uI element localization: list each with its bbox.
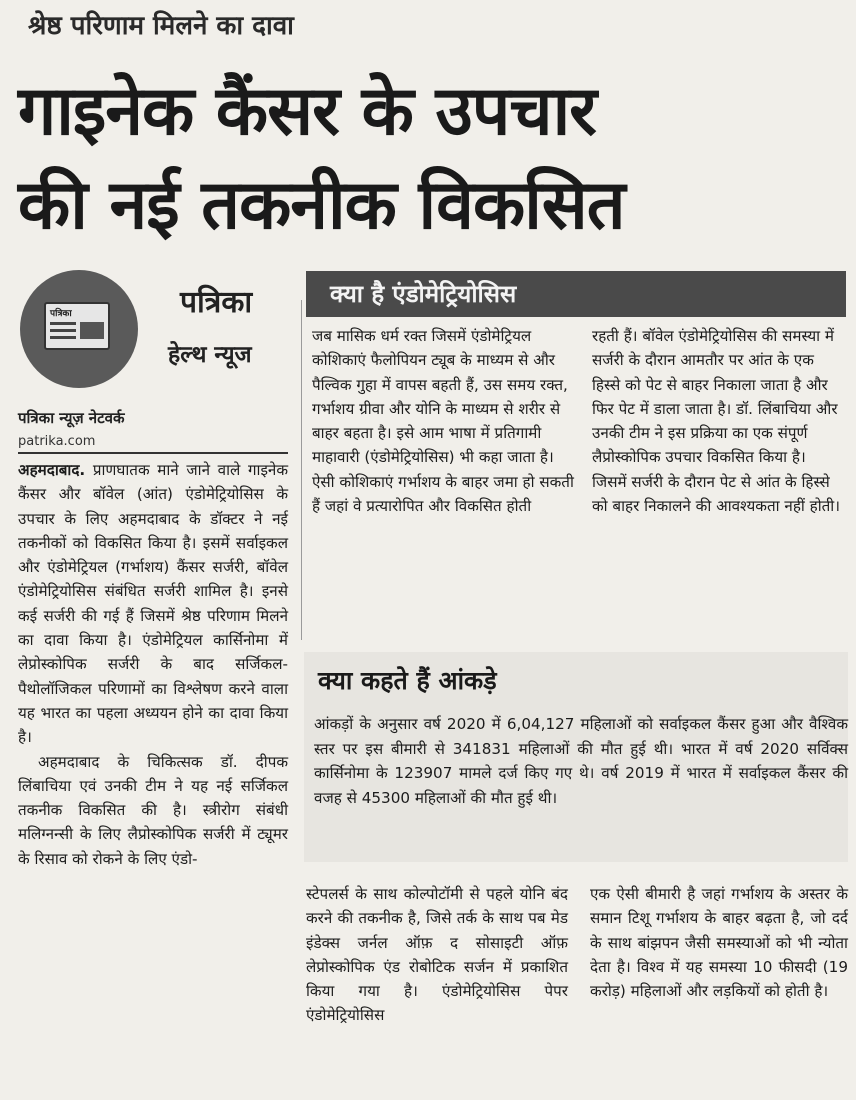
box-column-1: जब मासिक धर्म रक्त जिसमें एंडोमेट्रियल कोशिकाएं फैलोपियन ट्यूब के माध्यम से और पैल्विक गुहा में वापस बहती हैं, उस समय रक्त, गर्भाशय ग्रीवा और योनि के माध्यम से शरीर से बाहर बहता है। इसे आम भाषा में प्रतिगामी माहावारी (एंडोमेट्रियोसिस) भी कहा जाता है। ऐसी कोशिकाएं गर्भाशय के बाहर जमा हो सकती हैं जहां वे प्रत्यारोपित और विकसित होती (312, 327, 574, 516)
box-banner (306, 271, 846, 317)
logo-paper-label: पत्रिका (50, 309, 72, 319)
divider (301, 300, 302, 640)
left-para-1 (18, 458, 288, 750)
section-label: हेल्थ न्यूज (168, 342, 252, 368)
dateline: अहमदाबाद. (18, 461, 86, 479)
divider (18, 452, 288, 454)
byline-site: patrika.com (18, 434, 96, 449)
kicker: श्रेष्ठ परिणाम मिलने का दावा (28, 11, 294, 41)
stats-body: आंकड़ों के अनुसार वर्ष 2020 में 6,04,127 महिलाओं को सर्वाइकल कैंसर हुआ और वैश्विक स्तर पर इस बीमारी से 341831 महिलाओं की मौत हुई थी। भारत में वर्ष 2020 सर्विक्स कार्सिनोमा के 123907 मामले दर्ज किए गए थे। वर्ष 2019 में भारत में सर्वाइकल कैंसर की वजह से 45300 महिलाओं की मौत हुई थी। (314, 715, 848, 807)
bottom-column-1: स्टेपलर्स के साथ कोल्पोटॉमी से पहले योनि बंद करने की तकनीक है, जिसे तर्क के साथ पब मेड इंडेक्स जर्नल ऑफ़ द सोसाइटी ऑफ़ लेप्रोस्कोपिक एंड रोबोटिक सर्जन में प्रकाशित किया गया है। एंडोमेट्रियोसिस पेपर एंडोमेट्रियोसिस (306, 885, 568, 1025)
bottom-column-2: एक ऐसी बीमारी है जहां गर्भाशय के अस्तर के समान टिशू गर्भाशय के बाहर बढ़ता है, जो दर्द के साथ बांझपन जैसी समस्याओं को भी न्योता देता है। विश्व में यह समस्या 10 फीसदी (19 करोड़) महिलाओं और लड़कियों को होती है। (590, 885, 848, 1001)
left-column (18, 458, 288, 871)
box-column-2: रहती हैं। बॉवेल एंडोमेट्रियोसिस की समस्या में सर्जरी के दौरान आमतौर पर आंत के एक हिस्से को पेट से बाहर निकाला जाता है और फिर पेट में डाला जाता है। डॉ. लिंबाचिया और उनकी टीम ने इस प्रक्रिया का एक संपूर्ण लैप्रोस्कोपिक उपचार विकसित किया है। जिसमें सर्जरी के दौरान पेट से आंत के हिस्से को बाहर निकालने की आवश्यकता नहीं होती। (592, 327, 840, 516)
left-para-1-text: प्राणघातक माने जाने वाले गाइनेक कैंसर और बॉवेल (आंत) एंडोमेट्रियोसिस के उपचार के लिए अहमदाबाद के डॉक्टर ने नई तकनीकों को विकसित किया है। इसमें सर्वाइकल और एंडोमेट्रियल (गर्भाशय) कैंसर सर्जरी, बॉवेल एंडोमेट्रियोसिस संबंधित सर्जरी शामिल है। इनसे कई सर्जरी की गई हैं जिसमें श्रेष्ठ परिणाम मिलने का दावा किया है। एंडोमेट्रियल कार्सिनोमा में लेप्रोस्कोपिक सर्जरी के बाद सर्जिकल-पैथोलॉजिकल परिणामों का विश्लेषण करने वाला यह भारत का पहला अध्ययन होने का दावा किया है। (18, 461, 288, 747)
left-para-2: अहमदाबाद के चिकित्सक डॉ. दीपक लिंबाचिया एवं उनकी टीम ने यह नई सर्जिकल तकनीक विकसित की है। स्त्रीरोग संबंधी मलिग्नन्सी के लिए लैप्रोस्कोपिक सर्जरी में ट्यूमर के रिसाव को रोकने के लिए एंडो- (18, 752, 288, 868)
byline: पत्रिका न्यूज़ नेटवर्क (18, 409, 125, 427)
stats-title: क्या कहते हैं आंकड़े (318, 666, 497, 695)
box-title: क्या है एंडोमेट्रियोसिस (330, 280, 517, 308)
headline-line-2: की नई तकनीक विकसित (18, 166, 625, 245)
newspaper-icon (44, 302, 110, 350)
headline-line-1: गाइनेक कैंसर के उपचार (18, 72, 596, 151)
brand-name: पत्रिका (180, 285, 253, 320)
